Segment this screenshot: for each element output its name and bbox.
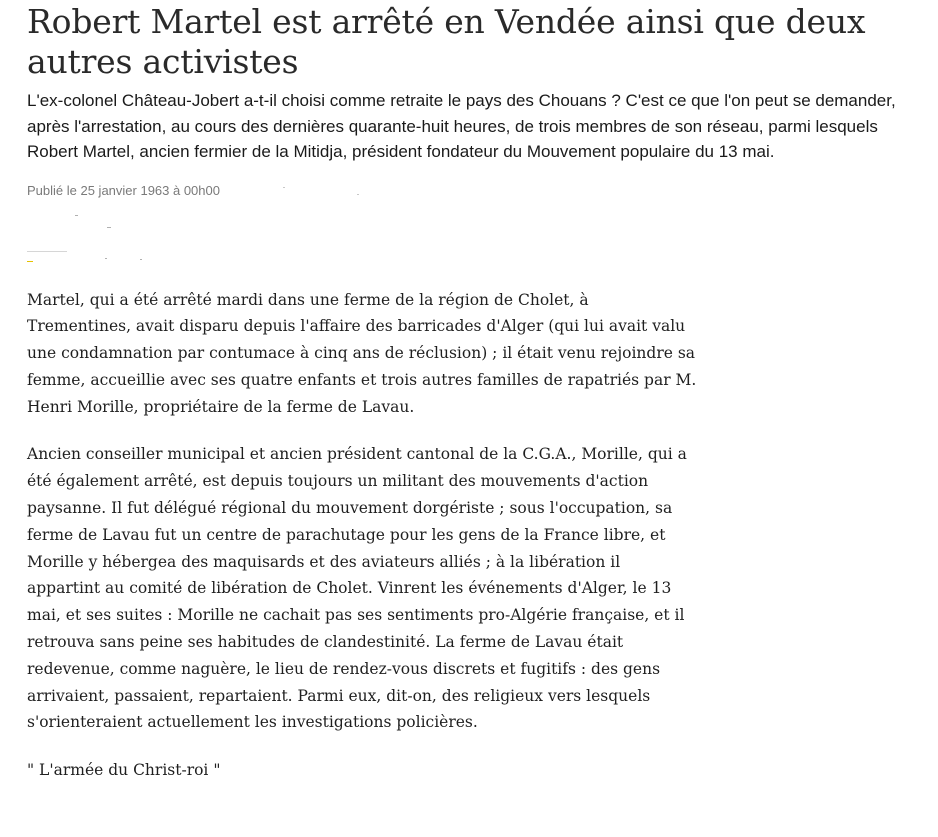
faint-speck [107, 227, 111, 228]
article-subheading: " L'armée du Christ-roi " [27, 761, 221, 780]
article-body [27, 287, 697, 785]
divider [27, 251, 67, 252]
article-paragraph: Ancien conseiller municipal et ancien président cantonal de la C.G.A., Morille, qui a été également arrêté, est depuis toujours un militant des mouvements d'action paysanne. Il fut délégué régional du mouvement dorgériste ; sous l'occupation, sa ferme de Lavau fut un centre de parachutage pour les gens de la France libre, et Morille y hébergea des maquisards et des aviateurs alliés ; à la libération il appartint au comité de libération de Cholet. Vinrent les événements d'Alger, le 13 mai, et ses suites : Morille ne cachait pas ses sentiments pro-Algérie française, et il retrouva sans peine ses habitudes de clandestinité. La ferme de Lavau était redevenue, comme naguère, le lieu de rendez-vous discrets et fugitifs : des gens arrivaient, passaient, repartaient. Parmi eux, dit-on, des religieux vers lesquels s'orienteraient actuellement les investigations policières. [27, 445, 687, 732]
article-paragraph: Martel, qui a été arrêté mardi dans une ferme de la région de Cholet, à Trementines, avait disparu depuis l'affaire des barricades d'Alger (qui lui avait valu une condamnation par contumace à cinq ans de réclusion) ; il était venu rejoindre sa femme, accueillie avec ses quatre enfants et trois autres familles de rapatriés par M. Henri Morille, propriétaire de la ferme de Lavau. [27, 290, 697, 416]
publication-meta [27, 183, 917, 203]
share-placeholder-area [27, 203, 917, 263]
article-lead: L'ex-colonel Château-Jobert a-t-il choisi comme retraite le pays des Chouans ? C'est ce que l'on peut se demander, après l'arrestation, au cours des dernières quarante-huit heures, de trois membres de son réseau, parmi lesquels Robert Martel, ancien fermier de la Mitidja, président fondateur du Mouvement populaire du 13 mai. [27, 91, 896, 161]
accent-mark [27, 261, 33, 262]
faint-dot [357, 194, 359, 195]
article-title: Robert Martel est arrêté en Vendée ainsi que deux autres activistes [27, 2, 866, 81]
faint-speck [140, 259, 142, 260]
publication-date: Publié le 25 janvier 1963 à 00h00 [27, 182, 220, 198]
faint-speck [75, 215, 78, 216]
article [27, 0, 917, 784]
faint-speck [105, 258, 107, 259]
faint-dot [283, 187, 285, 188]
